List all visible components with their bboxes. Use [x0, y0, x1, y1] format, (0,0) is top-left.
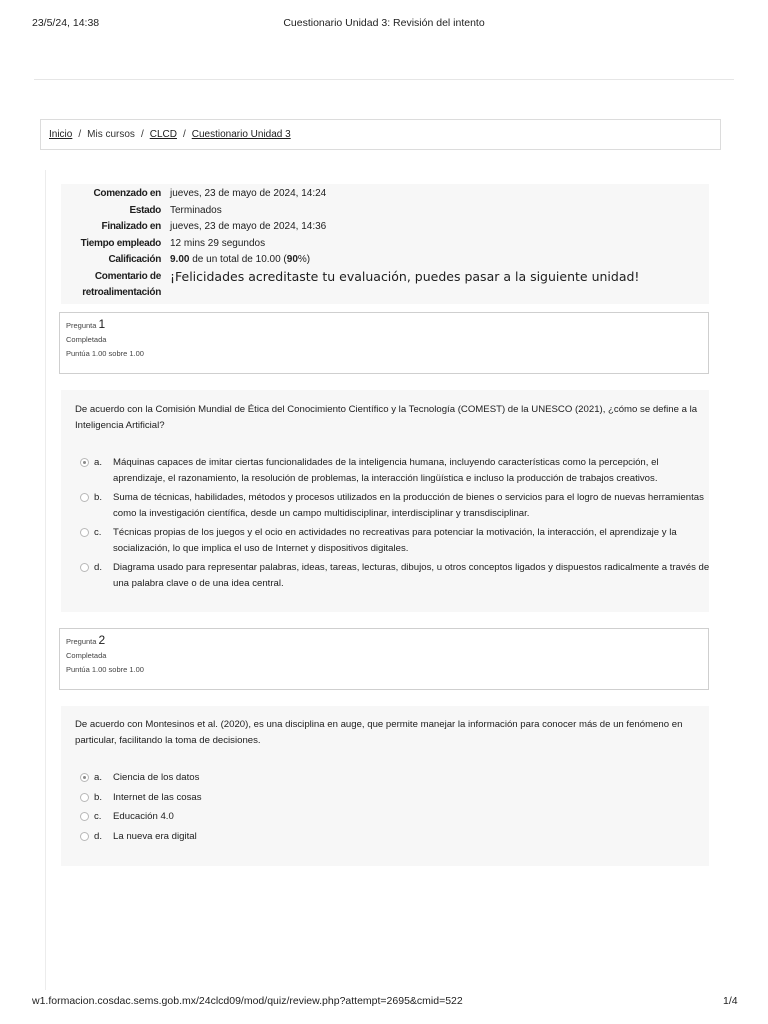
answer-text: Internet de las cosas: [113, 792, 202, 803]
answer-letter: b.: [94, 492, 103, 503]
content-border: [45, 170, 46, 990]
summary-row-feedback: [62, 269, 639, 302]
question-number-value: 1: [98, 317, 106, 331]
breadcrumb-separator: /: [78, 129, 82, 140]
print-title: Cuestionario Unidad 3: Revisión del intento: [283, 17, 485, 29]
summary-label: [62, 269, 161, 302]
summary-row-finished: [62, 219, 639, 236]
grade-percent: 90: [286, 254, 298, 265]
question-grade: Puntúa 1.00 sobre 1.00: [66, 349, 144, 358]
answer-option[interactable]: [80, 455, 710, 487]
breadcrumb-item-mis-cursos: Mis cursos: [87, 129, 135, 140]
grade-percent-sign: %): [297, 254, 311, 265]
question-state: Completada: [66, 335, 107, 344]
question-info-1: [59, 312, 709, 374]
question-prefix: Pregunta: [66, 321, 97, 330]
summary-row-time-taken: [62, 236, 639, 253]
grade-total: de un total de 10.00 (: [189, 254, 287, 265]
answer-text: Ciencia de los datos: [113, 772, 200, 783]
answer-letter: c.: [94, 811, 102, 822]
answer-option[interactable]: [80, 809, 710, 825]
answer-text: Diagrama usado para representar palabras, ideas, tareas, lecturas, dibujos, u otros conceptos ligados y dispuestos radicalmente a través de una palabra clave o de una idea central.: [113, 562, 710, 589]
radio-button[interactable]: [80, 793, 89, 802]
answer-text: Educación 4.0: [113, 811, 174, 822]
answer-letter: a.: [94, 772, 103, 783]
header-divider: [34, 79, 734, 80]
answer-option[interactable]: [80, 490, 710, 522]
answer-letter: b.: [94, 792, 103, 803]
question-info-2: [59, 628, 709, 690]
breadcrumb-link-quiz[interactable]: Cuestionario Unidad 3: [191, 129, 291, 140]
answer-text: Máquinas capaces de imitar ciertas funcionalidades de la inteligencia humana, incluyendo características como la percepción, el aprendizaje, el razonamiento, la resolución de problemas, la interacción lingüística e incluso la producción de trabajos creativos.: [113, 457, 659, 484]
print-date: 23/5/24, 14:38: [32, 17, 100, 29]
radio-button[interactable]: [80, 832, 89, 841]
breadcrumb-link-clcd[interactable]: CLCD: [149, 129, 177, 140]
radio-button[interactable]: [80, 812, 89, 821]
summary-row-started: [62, 186, 639, 203]
answer-letter: c.: [94, 527, 102, 538]
print-header: [0, 17, 768, 33]
summary-value: jueves, 23 de mayo de 2024, 14:24: [170, 188, 327, 199]
breadcrumb-link-inicio[interactable]: Inicio: [49, 129, 73, 140]
answer-option[interactable]: [80, 829, 710, 845]
summary-value: 12 mins 29 segundos: [170, 237, 266, 249]
summary-label: Tiempo empleado: [80, 237, 161, 249]
attempt-summary-table: [62, 186, 639, 302]
question-number-value: 2: [98, 633, 106, 647]
answer-letter: d.: [94, 562, 103, 573]
question-number: [66, 317, 708, 330]
answer-text: La nueva era digital: [113, 831, 197, 842]
summary-row-grade: [62, 252, 639, 269]
answer-letter: a.: [94, 457, 103, 468]
question-text: De acuerdo con Montesinos et al. (2020), es una disciplina en auge, que permite manejar la información para conocer más de un fenómeno en particular, facilitando la toma de decisiones.: [75, 719, 683, 746]
summary-value-grade: [161, 252, 310, 269]
answer-option[interactable]: [80, 770, 710, 786]
summary-value: Terminados: [170, 204, 222, 216]
question-grade: Puntúa 1.00 sobre 1.00: [66, 665, 144, 674]
breadcrumb-separator: /: [182, 129, 186, 140]
answer-option[interactable]: [80, 560, 710, 592]
summary-label-line: retroalimentación: [82, 287, 161, 298]
radio-button[interactable]: [80, 493, 89, 502]
breadcrumb: [40, 119, 721, 150]
summary-label: Estado: [129, 204, 161, 216]
question-number: [66, 633, 708, 646]
print-url: w1.formacion.cosdac.sems.gob.mx/24clcd09/mod/quiz/review.php?attempt=2695&cmid=522: [32, 995, 463, 1007]
answer-text: Técnicas propias de los juegos y el ocio en actividades no recreativas para potenciar la motivación, la interacción, el aprendizaje y la socialización, lo que implica el uso de Internet y dispositivos digitales.: [113, 527, 677, 554]
answer-option[interactable]: [80, 525, 710, 557]
breadcrumb-separator: /: [140, 129, 144, 140]
page-number: 1/4: [723, 995, 738, 1007]
summary-label-line: Comentario de: [94, 270, 161, 282]
summary-label: Calificación: [108, 254, 161, 265]
question-prefix: Pregunta: [66, 637, 97, 646]
radio-button[interactable]: [80, 528, 89, 537]
answer-letter: d.: [94, 831, 103, 842]
summary-label: Comenzado en: [93, 188, 161, 199]
radio-button-checked[interactable]: [80, 773, 89, 782]
summary-row-state: [62, 203, 639, 220]
question-state: Completada: [66, 651, 107, 660]
summary-label: Finalizado en: [101, 221, 161, 232]
radio-button[interactable]: [80, 563, 89, 572]
answer-option[interactable]: [80, 790, 710, 806]
grade-score: 9.00: [170, 254, 190, 265]
feedback-text: ¡Felicidades acreditaste tu evaluación, puedes pasar a la siguiente unidad!: [170, 268, 640, 284]
question-text: De acuerdo con la Comisión Mundial de Ética del Conocimiento Científico y la Tecnología (COMEST) de la UNESCO (2021), ¿cómo se define a la Inteligencia Artificial?: [75, 404, 698, 431]
answer-text: Suma de técnicas, habilidades, métodos y procesos utilizados en la producción de bienes o servicios para el logro de nuevas herramientas como la investigación científica, desde un campo multidisciplinar, interdisciplinar y transdisciplinar.: [113, 492, 704, 519]
summary-value: jueves, 23 de mayo de 2024, 14:36: [170, 221, 327, 232]
radio-button-checked[interactable]: [80, 458, 89, 467]
